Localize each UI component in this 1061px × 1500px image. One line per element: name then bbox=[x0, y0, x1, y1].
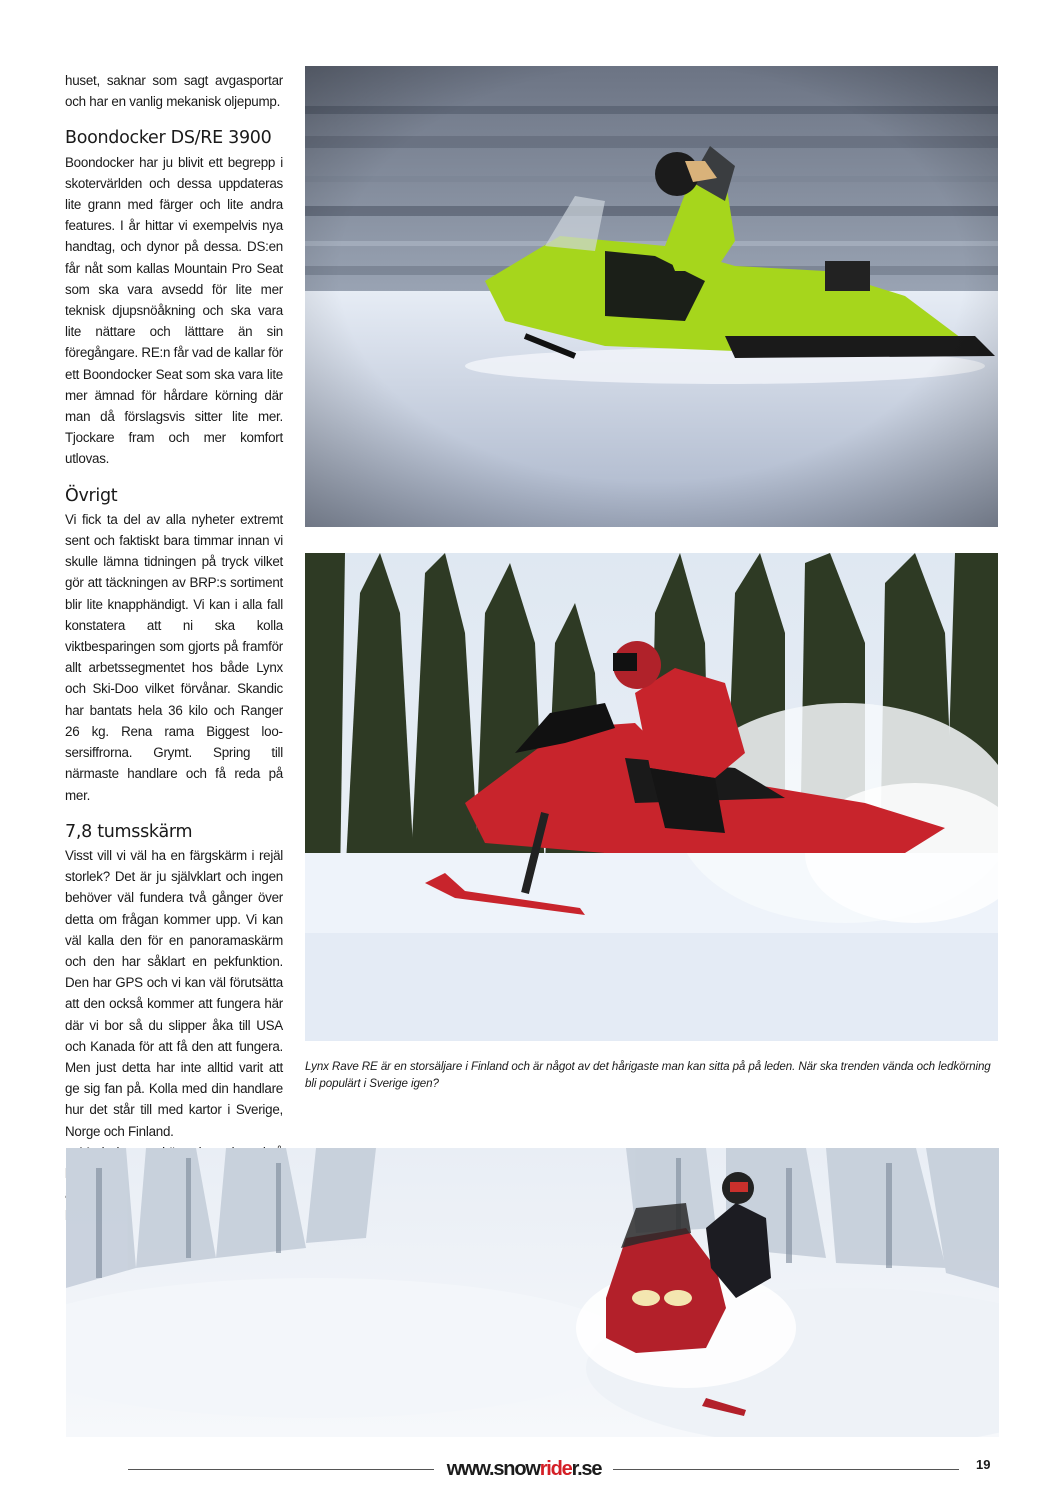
article-intro-paragraph: huset, saknar som sagt avgasportar och har en vanlig mekanisk oljepump. bbox=[65, 73, 283, 110]
section-paragraph-screen-1: Visst vill vi väl ha en färgskärm i rejäl storlek? Det är ju självklart och ingen behöver väl fundera två gånger över detta om frågan kommer upp. Vi kan väl kalla den för en panoramaskärm och den har såklart en pekfunktion. Den har GPS och vi kan väl förutsätta att den också kommer att fungera här där vi bor så du slipper åka till USA och Kanada för att få den att fungera. Men just detta har inte alltid varit att ge sig fan på. Kolla med din handlare hur det står till med kartor i Sverige, Norge och Finland. bbox=[65, 847, 283, 1139]
section-paragraph-boondocker: Boondocker har ju blivit ett begrepp i skotervärlden och dessa uppdateras lite grann med färger och lite andra features. I år hittar vi exempelvis nya handtag, och dynor på dessa. DS:en får nåt som kallas Mountain Pro Seat som ska vara avsedd för lite mer teknisk djupsnöåkning och ska vara lite nättare och lätttare än sin föregångare. RE:n får vad de kallar för ett Boondocker Seat som ska vara lite mer ämnad för hårdare körning där man då förslagsvis sitter lite mer. Tjockare fram och mer komfort utlovas. bbox=[65, 154, 284, 467]
section-paragraph-ovrigt: Vi fick ta del av alla nyheter extremt sent och faktiskt bara timmar innan vi skulle lämna tidningen på tryck vilket gör att täckningen av BRP:s sortiment blir lite knapphändigt. Vi kan i alla fall konstatera att ni ska kolla viktbesparingen som gjorts på framför allt arbetssegmentet hos både Lynx och Ski-Doo vilket förvånar. Skandic har bantats hela 36 kilo och Ranger 26 kg. Rena rama Biggest loosersiffrorna. Grymt. Spring till närmaste handlare och få reda på mer. bbox=[65, 511, 283, 803]
footer-rule-left bbox=[128, 1469, 434, 1470]
section-heading-boondocker: Boondocker DS/RE 3900 bbox=[65, 128, 272, 149]
article-text-column bbox=[65, 70, 283, 1227]
footer-logo-part-3: r.se bbox=[571, 1458, 602, 1480]
photo-caption: Lynx Rave RE är en storsäljare i Finland och är något av det hårigaste man kan sitta på på leden. När ska trenden vända och ledkörning bli populärt i Sverige igen? bbox=[305, 1060, 991, 1090]
footer-logo-part-1: www.snow bbox=[446, 1458, 540, 1480]
section-heading-ovrigt: Övrigt bbox=[65, 485, 118, 506]
footer-logo-part-2: ride bbox=[539, 1458, 572, 1480]
photo-green-snowmobile bbox=[305, 66, 998, 527]
section-heading-screen: 7,8 tumsskärm bbox=[65, 821, 193, 842]
photo-red-snowmobile-forest-image bbox=[305, 553, 998, 1041]
photo-green-snowmobile-image bbox=[305, 66, 998, 527]
footer-rule-right bbox=[613, 1469, 959, 1470]
photo-deep-snow-snowmobile-image bbox=[66, 1148, 999, 1437]
photo-red-snowmobile-forest bbox=[305, 553, 998, 1041]
footer-site-logo bbox=[437, 1454, 611, 1484]
photo-deep-snow-snowmobile bbox=[66, 1148, 999, 1437]
page-number: 19 bbox=[976, 1457, 991, 1472]
